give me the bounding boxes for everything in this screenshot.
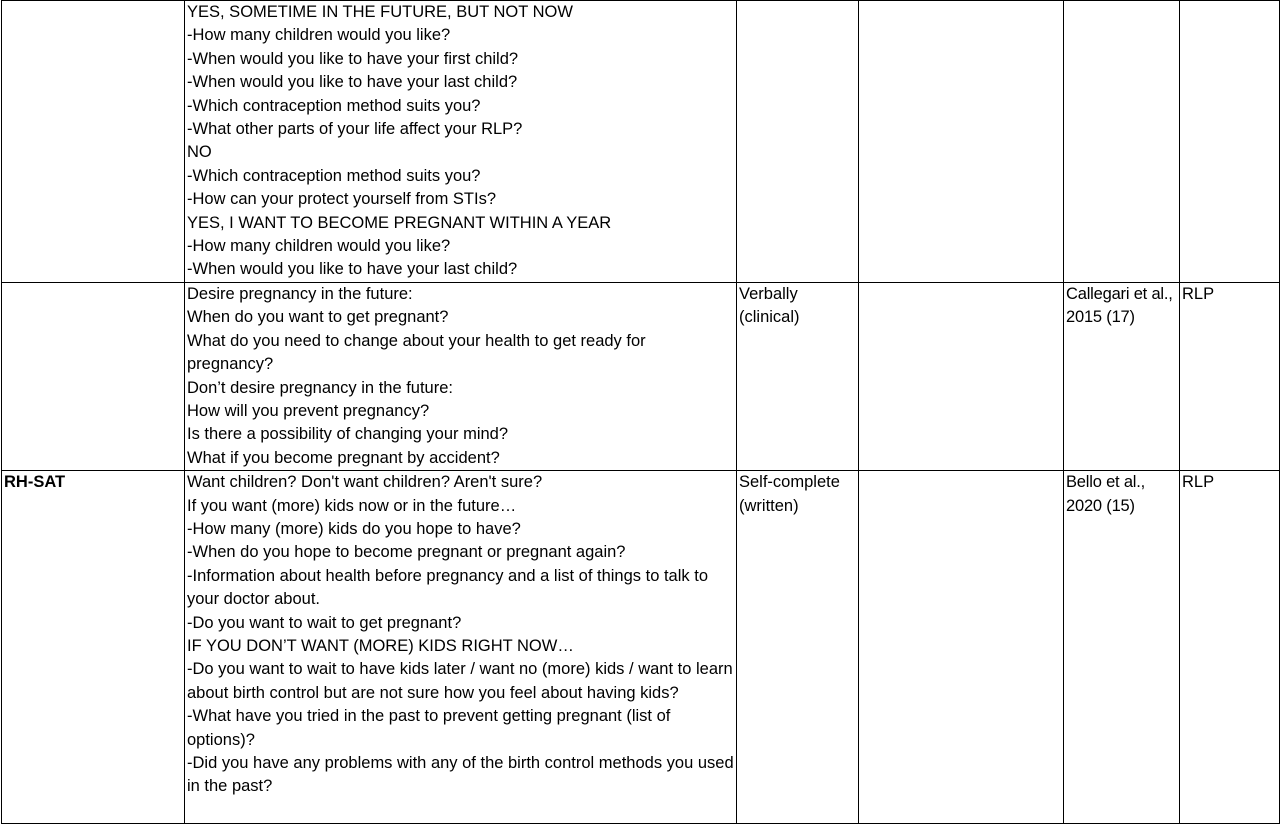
framework-cell — [1180, 471, 1280, 824]
question-line: -How many children would you like? — [187, 26, 451, 45]
question-line: -When would you like to have your first child? — [187, 49, 519, 68]
question-line: If you want (more) kids now or in the future… — [187, 496, 517, 515]
blank-cell — [859, 282, 1064, 470]
reference-cell — [1064, 282, 1180, 470]
question-line: -How many children would you like? — [187, 237, 451, 256]
blank-cell — [859, 471, 1064, 824]
question-line: What do you need to change about your health to get ready for pregnancy? — [187, 331, 646, 374]
question-line: YES, SOMETIME IN THE FUTURE, BUT NOT NOW — [187, 3, 573, 21]
question-line: -How can your protect yourself from STIs? — [187, 190, 497, 209]
blank-cell — [859, 1, 1064, 283]
table-row — [2, 471, 1280, 824]
question-line: -When would you like to have your last child? — [187, 73, 518, 92]
table-row — [2, 282, 1280, 470]
instrument-cell — [2, 471, 185, 824]
instrument-cell — [2, 1, 185, 283]
questions-cell — [185, 1, 737, 283]
question-line: NO — [187, 143, 212, 162]
framework-cell — [1180, 1, 1280, 283]
reference-text: Callegari et al., 2015 (17) — [1066, 284, 1173, 327]
question-line: What if you become pregnant by accident? — [187, 448, 500, 467]
administration-text: Self-complete (written) — [739, 473, 840, 515]
reference-text: Bello et al., 2020 (15) — [1066, 473, 1146, 515]
question-line: -When would you like to have your last child? — [187, 260, 518, 279]
question-line: -Information about health before pregnancy and a list of things to talk to your doctor about. — [187, 566, 708, 609]
question-line: How will you prevent pregnancy? — [187, 401, 430, 420]
question-line: -Did you have any problems with any of the birth control methods you used in the past? — [187, 754, 734, 796]
administration-cell — [737, 471, 859, 824]
questions-cell — [185, 471, 737, 824]
framework-cell — [1180, 282, 1280, 470]
question-line: -Which contraception method suits you? — [187, 96, 481, 115]
question-line: -When do you hope to become pregnant or pregnant again? — [187, 543, 626, 562]
framework-text: RLP — [1182, 473, 1215, 492]
reference-cell — [1064, 1, 1180, 283]
instrument-cell — [2, 282, 185, 470]
question-line: Want children? Don't want children? Aren't sure? — [187, 473, 543, 492]
question-line: Don’t desire pregnancy in the future: — [187, 378, 453, 397]
question-line: -Which contraception method suits you? — [187, 166, 481, 185]
question-line: When do you want to get pregnant? — [187, 308, 449, 327]
question-line: -What have you tried in the past to prevent getting pregnant (list of options)? — [187, 707, 671, 749]
instrument-name: RH-SAT — [4, 473, 66, 492]
framework-text: RLP — [1182, 284, 1215, 303]
question-line: Is there a possibility of changing your mind? — [187, 425, 509, 444]
question-line: Desire pregnancy in the future: — [187, 284, 413, 303]
administration-cell — [737, 1, 859, 283]
administration-cell — [737, 282, 859, 470]
instrument-table — [1, 0, 1280, 824]
question-line: YES, I WANT TO BECOME PREGNANT WITHIN A YEAR — [187, 213, 612, 232]
question-line: IF YOU DON’T WANT (MORE) KIDS RIGHT NOW… — [187, 636, 574, 655]
question-line: -Do you want to wait to get pregnant? — [187, 613, 462, 632]
question-line: -What other parts of your life affect your RLP? — [187, 120, 523, 139]
table-row — [2, 1, 1280, 283]
reference-cell — [1064, 471, 1180, 824]
question-line: -Do you want to wait to have kids later / want no (more) kids / want to learn about birth control but are not sure how you feel about having kids? — [187, 660, 733, 702]
questions-cell — [185, 282, 737, 470]
administration-text: Verbally (clinical) — [739, 284, 800, 327]
question-line: -How many (more) kids do you hope to have? — [187, 519, 521, 538]
